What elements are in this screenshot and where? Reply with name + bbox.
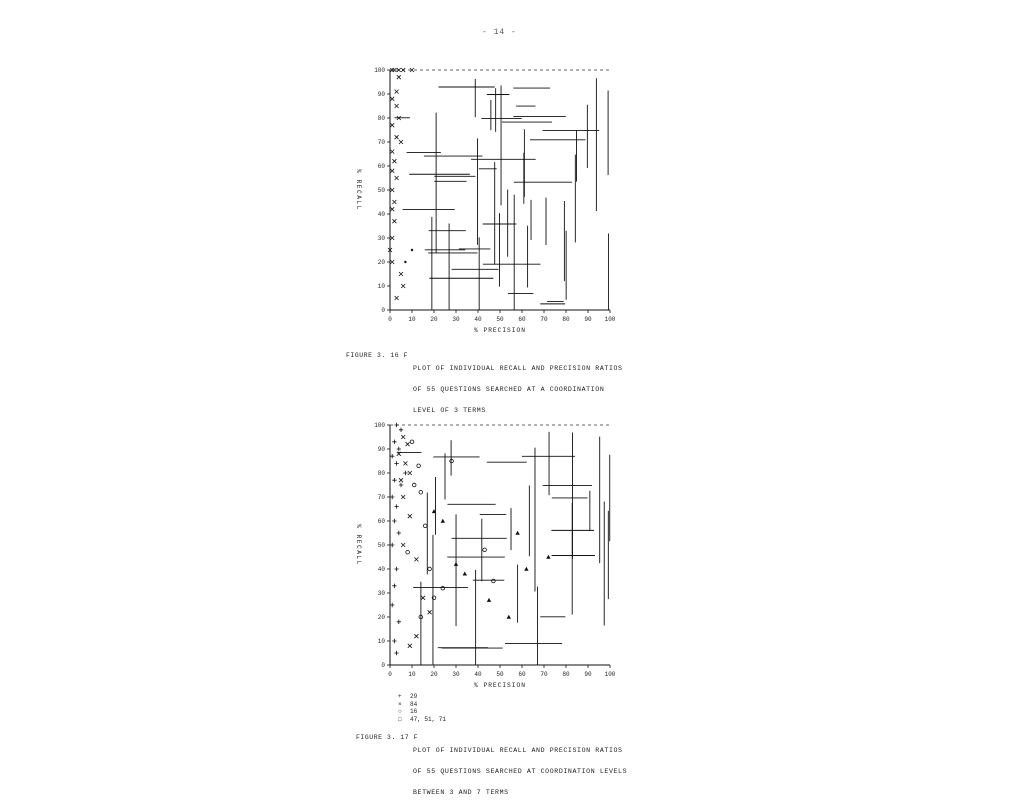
x-tick-label: 90 (584, 316, 592, 323)
data-point-plus (392, 519, 396, 523)
x-axis-label: % PRECISION (474, 327, 526, 334)
data-series (390, 423, 408, 655)
data-point-plus (397, 447, 401, 451)
data-point-x (395, 296, 399, 300)
x-tick-label: 80 (562, 671, 570, 678)
data-point-x (395, 90, 399, 94)
data-point-plus (399, 428, 403, 432)
data-point-plus (392, 440, 396, 444)
data-point-x (390, 207, 394, 211)
figure-caption (413, 733, 627, 803)
data-point-plus (392, 584, 396, 588)
data-point-plus (392, 639, 396, 643)
legend-value: 47, 51, 71 (410, 715, 447, 723)
data-series (432, 509, 551, 619)
data-point-plus (394, 651, 398, 655)
page-number: - 14 - (482, 28, 517, 37)
y-tick-label: 70 (377, 494, 385, 501)
data-point-x (392, 219, 396, 223)
legend-value: 16 (410, 708, 418, 715)
x-tick-label: 20 (430, 671, 438, 678)
data-point-x (390, 123, 394, 127)
y-tick-label: 40 (377, 211, 385, 218)
legend-value: 84 (410, 700, 418, 708)
figure-label: FIGURE 3. 17 F (356, 734, 419, 741)
x-tick-label: 40 (474, 671, 482, 678)
x-axis-label: % PRECISION (474, 682, 526, 689)
data-point-x (395, 176, 399, 180)
y-tick-label: 30 (377, 590, 385, 597)
data-point-plus (390, 543, 394, 547)
chart-legend (398, 693, 446, 723)
data-point-triangle (454, 562, 458, 566)
data-point-triangle (487, 598, 491, 602)
caption-line: OF 55 QUESTIONS SEARCHED AT A COORDINATION (413, 386, 605, 393)
y-tick-label: 60 (377, 518, 385, 525)
recall-precision-scatter-level-3 (345, 60, 635, 335)
y-tick-label: 0 (381, 662, 385, 669)
data-point-triangle (524, 567, 528, 571)
x-tick-label: 40 (474, 316, 482, 323)
caption-line: BETWEEN 3 AND 7 TERMS (413, 789, 509, 796)
x-tick-label: 90 (584, 671, 592, 678)
x-tick-label: 60 (518, 316, 526, 323)
y-tick-label: 50 (377, 542, 385, 549)
data-point-dot (404, 261, 406, 263)
data-point-x (414, 557, 418, 561)
legend-symbol: + (398, 693, 402, 700)
data-point-triangle (546, 555, 550, 559)
data-point-x (406, 442, 410, 446)
x-tick-label: 100 (604, 671, 616, 678)
y-tick-label: 80 (377, 470, 385, 477)
data-point-x (399, 478, 403, 482)
x-tick-label: 20 (430, 316, 438, 323)
data-point-plus (390, 454, 394, 458)
caption-line: PLOT OF INDIVIDUAL RECALL AND PRECISION RATIOS (413, 747, 623, 754)
data-series (388, 68, 414, 300)
data-point-plus (394, 504, 398, 508)
data-series (397, 435, 432, 648)
data-point-circle (423, 524, 427, 528)
x-tick-label: 50 (496, 671, 504, 678)
y-tick-label: 90 (377, 446, 385, 453)
plot-texture (397, 432, 609, 665)
legend-symbol: × (398, 700, 402, 708)
x-tick-label: 0 (388, 671, 392, 678)
data-point-plus (394, 423, 398, 427)
data-point-triangle (463, 572, 467, 576)
data-point-circle (412, 483, 416, 487)
data-point-x (399, 272, 403, 276)
caption-line: OF 55 QUESTIONS SEARCHED AT COORDINATION LEVELS (413, 768, 628, 775)
data-point-circle (483, 548, 487, 552)
data-point-plus (390, 603, 394, 607)
data-point-x (403, 461, 407, 465)
y-tick-label: 30 (377, 235, 385, 242)
data-point-x (401, 495, 405, 499)
caption-line: PLOT OF INDIVIDUAL RECALL AND PRECISION RATIOS (413, 365, 623, 372)
y-tick-label: 40 (377, 566, 385, 573)
legend-symbol: ○ (398, 708, 402, 715)
y-tick-label: 10 (377, 283, 385, 290)
x-tick-label: 70 (540, 671, 548, 678)
y-tick-label: 50 (377, 187, 385, 194)
figure-caption (413, 351, 623, 421)
x-tick-label: 10 (408, 671, 416, 678)
data-point-x (390, 169, 394, 173)
x-tick-label: 50 (496, 316, 504, 323)
x-tick-label: 30 (452, 316, 460, 323)
data-point-x (390, 188, 394, 192)
figure-label: FIGURE 3. 16 F (346, 352, 409, 359)
data-point-dot (411, 249, 413, 251)
y-tick-label: 0 (381, 307, 385, 314)
x-tick-label: 30 (452, 671, 460, 678)
legend-item (398, 693, 446, 701)
data-point-x (392, 159, 396, 163)
x-tick-label: 70 (540, 316, 548, 323)
y-tick-label: 20 (377, 259, 385, 266)
data-point-circle (410, 440, 414, 444)
data-point-x (408, 471, 412, 475)
data-point-triangle (515, 531, 519, 535)
data-point-circle (417, 464, 421, 468)
x-tick-label: 0 (388, 316, 392, 323)
y-tick-label: 60 (377, 163, 385, 170)
data-point-plus (392, 478, 396, 482)
y-tick-label: 70 (377, 139, 385, 146)
caption-line: LEVEL OF 3 TERMS (413, 407, 486, 414)
y-axis-label: % RECALL (355, 169, 362, 211)
data-point-x (401, 284, 405, 288)
data-point-x (392, 200, 396, 204)
x-tick-label: 60 (518, 671, 526, 678)
legend-item (398, 716, 446, 724)
plot-texture (394, 78, 608, 310)
data-point-x (390, 150, 394, 154)
data-point-x (395, 135, 399, 139)
data-point-x (408, 644, 412, 648)
data-point-x (428, 610, 432, 614)
data-point-circle (419, 490, 423, 494)
data-point-x (390, 97, 394, 101)
y-tick-label: 10 (377, 638, 385, 645)
data-point-circle (428, 567, 432, 571)
data-point-x (390, 236, 394, 240)
data-point-x (390, 260, 394, 264)
data-point-x (399, 140, 403, 144)
data-point-plus (390, 495, 394, 499)
y-tick-label: 100 (374, 422, 385, 429)
data-point-circle (441, 586, 445, 590)
data-point-circle (450, 459, 454, 463)
recall-precision-scatter-levels-3-to-7 (345, 415, 635, 690)
data-point-x (414, 634, 418, 638)
data-point-x (395, 104, 399, 108)
x-tick-label: 10 (408, 316, 416, 323)
data-point-x (421, 596, 425, 600)
y-tick-label: 20 (377, 614, 385, 621)
legend-item (398, 701, 446, 709)
y-tick-label: 100 (374, 67, 385, 74)
legend-item (398, 708, 446, 716)
data-point-x (401, 435, 405, 439)
data-point-x (401, 543, 405, 547)
y-tick-label: 90 (377, 91, 385, 98)
data-point-plus (394, 567, 398, 571)
data-point-triangle (441, 519, 445, 523)
legend-value: 29 (410, 693, 418, 700)
data-point-plus (403, 471, 407, 475)
data-point-circle (406, 550, 410, 554)
x-tick-label: 100 (604, 316, 616, 323)
data-point-x (397, 75, 401, 79)
data-point-plus (397, 620, 401, 624)
y-tick-label: 80 (377, 115, 385, 122)
data-point-triangle (507, 615, 511, 619)
data-series (404, 249, 413, 263)
legend-symbol: □ (398, 715, 402, 723)
y-axis-label: % RECALL (355, 524, 362, 566)
data-point-plus (399, 483, 403, 487)
data-point-plus (397, 531, 401, 535)
x-tick-label: 80 (562, 316, 570, 323)
data-point-plus (394, 461, 398, 465)
data-point-x (408, 514, 412, 518)
